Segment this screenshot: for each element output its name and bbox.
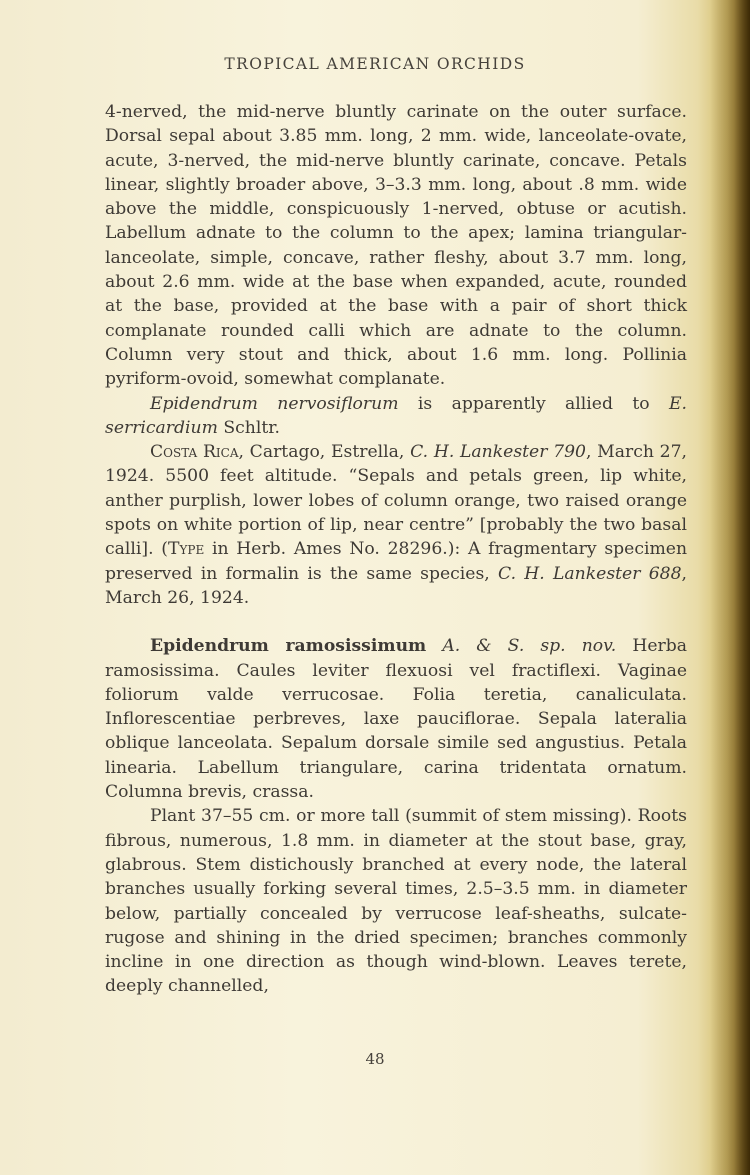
- body-text: [105, 100, 687, 999]
- collector-number-2: C. H. Lankester 688: [498, 563, 682, 584]
- paragraph-description: Plant 37–55 cm. or more tall (summit of stem missing). Roots fibrous, numerous, 1.8 mm. in diameter at the stout base, gray, glabrous. Stem distichously branched at every node, the lateral branches usually forking several times, 2.5–3.5 mm. in diameter below, partially concealed by verrucose leaf-sheaths, sulcate-rugose and shining in the dried specimen; branches commonly incline in one direction as though wind-blown. Leaves terete, deeply channelled,: [105, 806, 687, 997]
- latin-diagnosis: Herba ramosissima. Caules leviter flexuosi vel fractiflexi. Vaginae foliorum valde verrucosae. Folia teretia, canaliculata. Inflorescentiae perbreves, laxe pauciflorae. Sepala lateralia oblique lanceolata. Sepalum dorsale simile sed angustius. Petala linearia. Labellum triangulare, carina tridentata ornatum. Columna brevis, crassa.: [105, 636, 687, 803]
- type-label: Type: [168, 539, 205, 560]
- affinity-author: Schltr.: [217, 417, 281, 438]
- affinity-text: is apparently allied to: [398, 393, 669, 414]
- new-species-heading: Epidendrum ramosissimum: [150, 636, 427, 657]
- locality-text: , Cartago, Estrella,: [238, 442, 411, 463]
- paragraph-affinity: [105, 392, 687, 441]
- paragraph-description-continued: 4-nerved, the mid-nerve bluntly carinate on the outer surface. Dorsal sepal about 3.85 mm. long, 2 mm. wide, lanceolate-ovate, acute, 3-nerved, the mid-nerve bluntly carinate, concave. Petals linear, slightly broader above, 3–3.3 mm. long, about .8 mm. wide above the middle, conspicuously 1-nerved, obtuse or acutish. Labellum adnate to the column to the apex; lamina triangular-lanceolate, simple, concave, rather fleshy, about 3.7 mm. long, about 2.6 mm. wide at the base when expanded, acute, rounded at the base, provided at the base with a pair of short thick complanate rounded calli which are adnate to the column. Column very stout and thick, about 1.6 mm. long. Pollinia pyriform-ovoid, somewhat complanate.: [105, 102, 687, 390]
- paragraph-specimen: [105, 440, 687, 610]
- paragraph-latin-diagnosis: [105, 634, 687, 804]
- species-authors: A. & S. sp. nov.: [442, 636, 617, 657]
- related-species: E. serricardium: [105, 393, 687, 438]
- country-name: Costa Rica: [150, 442, 239, 463]
- specimen-date: , March 26, 1924.: [105, 563, 687, 608]
- page-number: 48: [365, 1050, 385, 1068]
- specimen-notes: , March 27, 1924. 5500 feet altitude. “Sepals and petals green, lip white, anther purplish, lower lobes of column orange, two raised orange spots on white portion of lip, near centre” [probably the two basal calli]. (: [105, 442, 687, 560]
- section-gap: [105, 610, 687, 634]
- herbarium-text: in Herb. Ames No. 28296.): A fragmentary specimen preserved in formalin is the same species,: [105, 539, 688, 584]
- running-head: TROPICAL AMERICAN ORCHIDS: [224, 55, 526, 73]
- collector-number: C. H. Lankester 790: [410, 442, 586, 463]
- species-name: Epidendrum nervosiflorum: [150, 393, 399, 414]
- book-spine-shadow: [710, 0, 750, 1175]
